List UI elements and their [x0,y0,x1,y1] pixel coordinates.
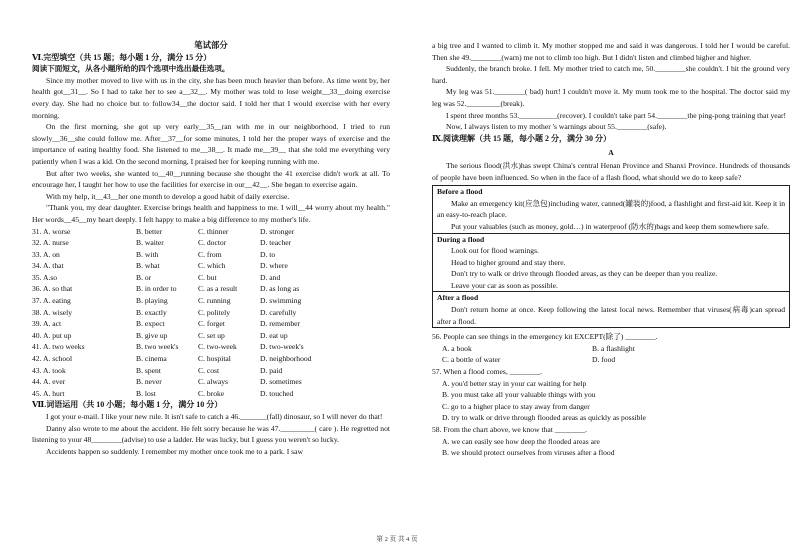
flood-tips-table [432,185,790,328]
question-stem: 57. When a flood comes, ________. [432,367,542,377]
question-stem: 56. People can see things in the emergency kit EXCEPT(除了) ________. [432,332,658,342]
option-choice: B. with [136,249,159,259]
option-choice: D. and [260,272,281,282]
option-row [32,318,390,330]
vocab-paragraph: Danny also wrote to me about the accident. He felt sorry because he was 47._________( care ). He regretted not listening to your 48________(advise) to use a ladder. He was lucky, but I guess you weren't so lucky. [32,423,390,445]
option-choice: B. expect [136,319,165,329]
box-line: Make an emergency kit(应急包)including water, canned(罐装的)food, a flashlight and first-aid kit. Keep it in an easy-to-reach place. [437,198,785,220]
answer-option: A. a book [442,343,472,353]
answer-option: B. you must take all your valuable things with you [442,390,596,400]
option-choice: B. playing [136,296,168,306]
vocab-section-header: Ⅶ.词语运用（共 10 小题；每小题 1 分，满分 10 分） [32,400,223,410]
option-choice: C. but [198,272,217,282]
page-title: 笔试部分 [194,41,228,50]
option-choice: 39. A. act [32,319,62,329]
option-choice: B. or [136,272,152,282]
option-row [32,388,390,400]
option-choice: 41. A. two weeks [32,342,85,352]
cloze-options [32,226,390,400]
option-choice: D. neighborhood [260,354,312,364]
box-line: Look out for flood warnings. [451,246,539,256]
question-stem: 58. From the chart above, we know that ________. [432,425,588,434]
answer-option: B. a flashlight [592,343,635,353]
option-row [32,295,390,307]
option-row [32,283,390,295]
option-choice: 32. A. nurse [32,238,69,248]
left-column [32,40,390,457]
box-line: Don't return home at once. Keep following the latest local news. Remember that viruses(病毒)can spread after a flood. [437,305,785,326]
option-choice: C. broke [198,388,225,398]
option-choice: D. two-week's [260,342,304,352]
option-choice: C. from [198,249,222,259]
cloze-paragraph: With my help, it__43__her one month to develop a good habit of daily exercise. [46,191,290,201]
vocab-paragraph: My leg was 51.________( bad) hurt! I couldn't move it. My mum took me to the hospital. The doctor said my leg was 52._________(break). [432,87,790,108]
option-row [32,272,390,284]
option-choice: B. in order to [136,284,177,294]
box-heading: During a flood [437,234,485,244]
box-line: Leave your car as soon as possible. [451,280,558,290]
option-choice: D. sometimes [260,377,302,387]
right-column [432,40,790,459]
option-choice: B. better [136,226,163,236]
option-choice: 44. A. ever [32,377,66,387]
option-choice: C. politely [198,307,231,317]
option-choice: D. paid [260,365,283,375]
option-choice: 33. A. on [32,249,60,259]
option-choice: B. cinema [136,354,167,364]
option-choice: C. as a result [198,284,238,294]
option-choice: B. exactly [136,307,167,317]
option-choice: 40. A. put up [32,330,72,340]
option-row [32,307,390,319]
vocab-paragraph: I spent three months 53.__________(recover). I couldn't take part 54.________the ping-pong training that year! [446,110,787,120]
cloze-section-header: Ⅵ.完型填空（共 15 题；每小题 1 分，满分 15 分） [32,52,212,62]
option-choice: D. to [260,249,276,259]
answer-option: C. go to a higher place to stay away from danger [442,401,590,411]
answer-option: B. we should protect ourselves from viruses after a flood [442,448,615,458]
option-choice: C. running [198,296,231,306]
box-heading: After a flood [437,293,479,303]
reading-section-header: Ⅸ.阅读理解（共 15 题，每小题 2 分，满分 30 分） [432,133,612,143]
cloze-paragraph: Since my mother moved to live with us in the city, she has been much heavier than before. As time went by, her health got__31__. So I had to take her to see a__32__. My mother was told to lose weight__33__doing exercise every day. She had no choice but to follow34__the doctor said. I told her that I would exercise with her every morning. [32,75,390,120]
option-row [32,226,390,238]
vocab-paragraph: a big tree and I wanted to climb it. My mother stopped me and said it was dangerous. I told her I would be careful. Then she 49.________(warn) me not to climb too high. But I didn't listen and climbed higher and higher. [432,41,790,62]
option-choice: B. give up [136,330,168,340]
answer-option: D. food [592,355,616,365]
passage-label: A [608,148,614,158]
vocab-paragraph: Now, I always listen to my mother 's warnings about 55.________(safe). [446,122,667,132]
cloze-paragraph: "Thank you, my dear daughter. Exercise brings health and happiness to me. I will__44 worry about my health." Her words__45__my heart deeply. I felt happy to make a big difference to my mother's life. [32,203,390,224]
box-line: Head to higher ground and stay there. [451,257,566,267]
option-choice: D. swimming [260,296,302,306]
option-choice: C. cost [198,365,220,375]
passage-intro: The serious flood(洪水)has swept China's central Henan Province and Shanxi Province. Hundreds of thousands of people have been influenced. So when in the face of a flash flood, what should we do to keep safe? [432,160,790,182]
vocab-paragraph: Suddenly, the branch broke. I fell. My mother tried to catch me, 50.________she couldn't. I hit the ground very hard. [432,64,790,85]
option-choice: C. doctor [198,238,227,248]
table-cell [433,233,790,292]
option-choice: 36. A. so that [32,284,73,294]
option-choice: D. remember [260,319,301,329]
answer-option: A. we can easily see how deep the flooded areas are [442,436,600,446]
option-choice: 42. A. school [32,354,73,364]
table-row [433,233,790,292]
answer-option: A. you'd better stay in your car waiting for help [442,378,587,388]
option-choice: D. as long as [260,284,300,294]
option-row [32,341,390,353]
option-choice: D. stronger [260,226,295,236]
vocab-paragraph: I got your e-mail. I like your new rule. It isn't safe to catch a 46._______(fall) dinosaur, so I will never do that! [46,412,383,421]
option-choice: B. two week's [136,342,179,352]
table-row [433,186,790,233]
option-choice: D. teacher [260,238,292,248]
option-row [32,330,390,342]
option-row [32,376,390,388]
option-choice: C. thinner [198,226,229,236]
table-cell [433,292,790,328]
option-choice: 43. A. took [32,365,66,375]
option-choice: B. never [136,377,162,387]
option-grid [432,343,790,366]
option-choice: D. eat up [260,330,288,340]
cloze-passage [32,75,390,226]
option-row [32,237,390,249]
cloze-paragraph: On the first morning, she got up very early__35__ran with me in our neighborhood. I tried to run slowly__36__she could follow me. After__37__for some minutes, I told her the proper ways of exercise and the importance of eating healthy food. She listened to me__38__. It made me__39__ that she told me everything very patiently when I was a kid. On the second morning, I praised her for keeping running with me. [32,122,390,166]
option-choice: C. two-week [198,342,237,352]
option-choice: 37. A. eating [32,296,71,306]
option-choice: D. carefully [260,307,297,317]
option-choice: B. spent [136,365,161,375]
cloze-paragraph: But after two weeks, she wanted to__40__running because she thought the 41 exercise didn't work at all. To encourage her, I taught her how to use the facilities for exercise in our__42__. She began to exercise again. [32,168,390,190]
cloze-instruction: 阅读下面短文，从各小题所给的四个选项中选出最佳选项。 [32,64,230,74]
option-choice: C. which [198,261,226,271]
option-choice: 34. A. that [32,261,64,271]
answer-option: C. a bottle of water [442,355,501,365]
vocab-passage-part2 [432,40,790,133]
option-row [32,249,390,261]
page-footer: 第 2 页 共 4 页 [376,536,418,543]
box-heading: Before a flood [437,187,483,197]
vocab-paragraph: Accidents happen so suddenly. I remember my mother once took me to a park. I saw [46,446,303,456]
option-choice: B. what [136,261,160,271]
vocab-passage-part1 [32,411,390,457]
option-choice: C. set up [198,330,225,340]
answer-option: D. try to walk or drive through flooded areas as quickly as possible [442,413,646,423]
table-cell [433,186,790,233]
option-choice: C. forget [198,319,225,329]
option-row [32,353,390,365]
option-row [32,260,390,272]
option-choice: D. touched [260,388,294,398]
box-line: Don't try to walk or drive through flooded areas, as they can be deeper than you realize. [451,269,718,279]
table-row [433,292,790,328]
reading-questions [432,331,790,459]
box-line: Put your valuables (such as money, gold…) in waterproof (防水的)bags and keep them somewhere safe. [451,221,769,231]
option-choice: C. hospital [198,354,231,364]
option-choice: C. always [198,377,228,387]
option-choice: 35. A.so [32,272,58,282]
option-row [32,365,390,377]
option-choice: 45. A. hurt [32,388,65,398]
option-choice: 31. A. worse [32,226,71,236]
option-choice: B. waiter [136,238,164,248]
option-choice: 38. A. wisely [32,307,73,317]
option-choice: D. where [260,261,288,271]
option-choice: B. lost [136,388,156,398]
